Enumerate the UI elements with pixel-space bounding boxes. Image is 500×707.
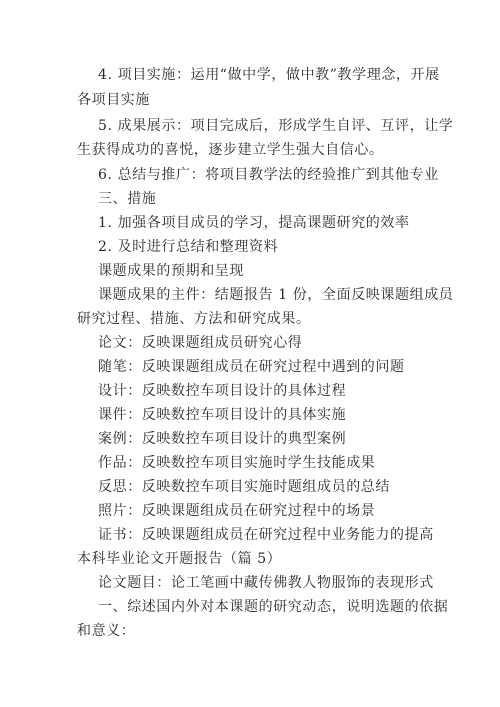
text-line: 照片：反映课题组成员在研究过程中的场景 (98, 503, 376, 519)
text-line: 和意义： (77, 623, 136, 639)
text-line: 反思：反映数控车项目实施时题组成员的总结 (98, 479, 390, 495)
text-line: 课题成果的主件：结题报告 1 份，全面反映课题组成员 (98, 287, 454, 303)
text-line: 5. 成果展示：项目完成后，形成学生自评、互评，让学 (98, 118, 454, 134)
text-line: 1. 加强各项目成员的学习，提高课题研究的效率 (98, 215, 410, 231)
text-line: 证书：反映课题组成员在研究过程中业务能力的提高 (98, 527, 434, 543)
text-line: 4. 项目实施：运用“做中学，做中教”教学理念，开展 (98, 67, 440, 83)
section-heading: 本科毕业论文开题报告（篇 5） (77, 551, 282, 567)
text-line: 生获得成功的喜悦，逐步建立学生强大自信心。 (77, 142, 384, 158)
text-line: 课件：反映数控车项目设计的具体实施 (98, 407, 347, 423)
text-line: 作品：反映数控车项目实施时学生技能成果 (98, 455, 376, 471)
text-line: 课题成果的预期和呈现 (98, 263, 244, 279)
section-heading: 三、措施 (98, 191, 157, 207)
text-line: 论文：反映课题组成员研究心得 (98, 335, 303, 351)
text-line: 各项目实施 (77, 92, 150, 108)
text-line: 设计：反映数控车项目设计的具体过程 (98, 383, 347, 399)
text-line: 随笔：反映课题组成员在研究过程中遇到的问题 (98, 359, 405, 375)
text-line: 6. 总结与推广：将项目教学法的经验推广到其他专业 (98, 167, 439, 183)
text-line: 研究过程、措施、方法和研究成果。 (77, 311, 311, 327)
text-line: 论文题目：论工笔画中藏传佛教人物服饰的表现形式 (98, 575, 434, 591)
text-line: 2. 及时进行总结和整理资料 (98, 239, 279, 255)
text-line: 一、综述国内外对本课题的研究动态，说明选题的依据 (98, 599, 449, 615)
text-line: 案例：反映数控车项目设计的典型案例 (98, 431, 347, 447)
